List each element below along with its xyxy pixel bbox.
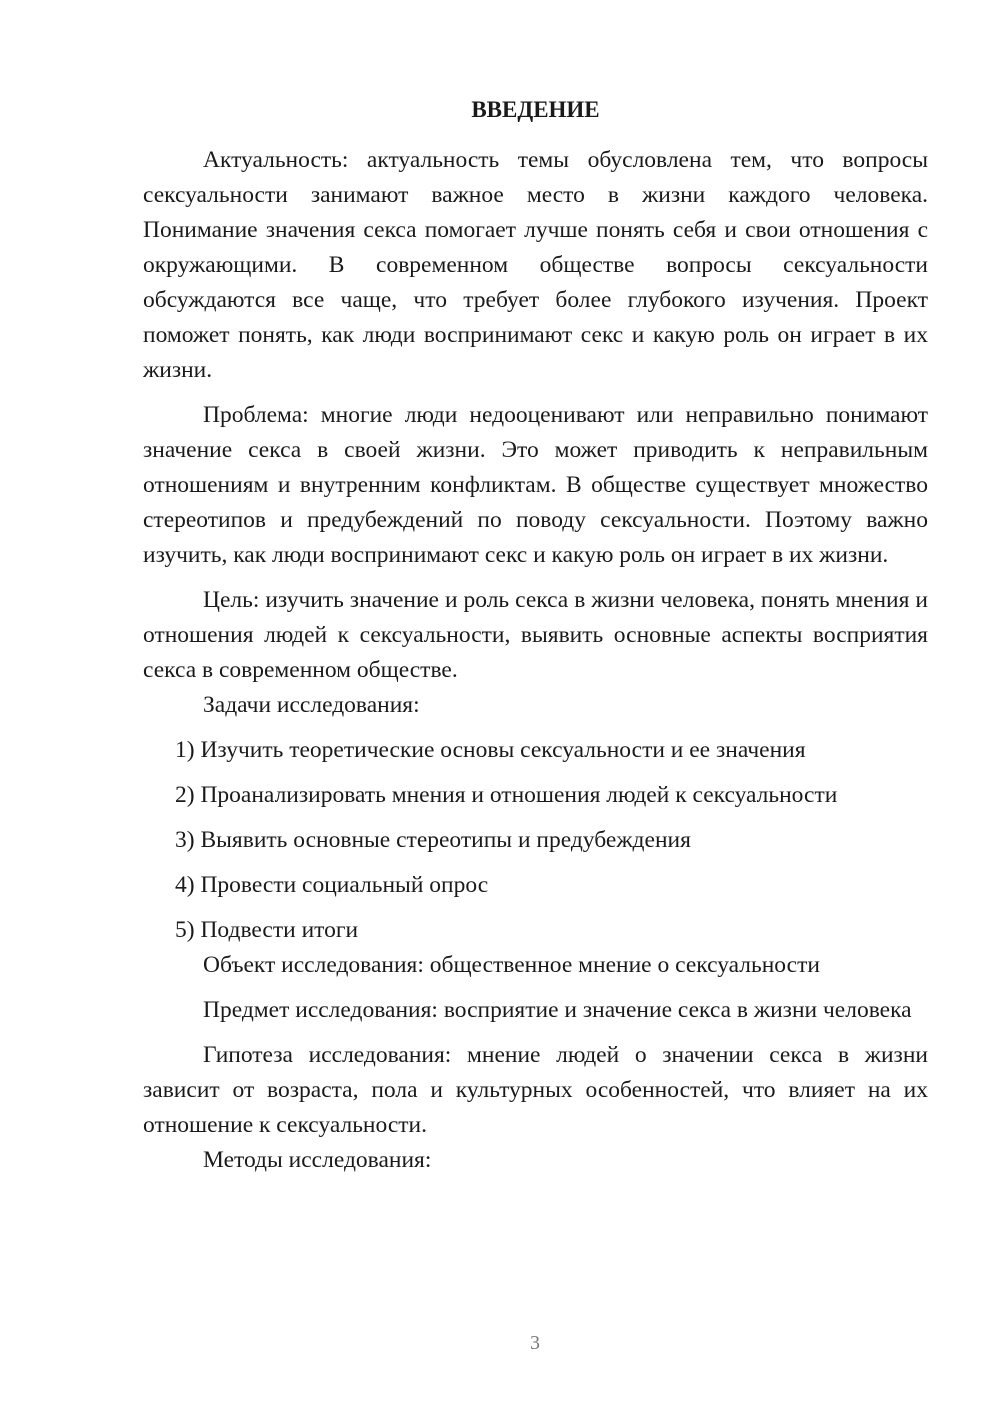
problem-paragraph: Проблема: многие люди недооценивают или неправильно понимают значение секса в своей жизни. Это может приводить к неправильным отношениям и внутренним конфликтам. В обществе существует множество стереотипов и предубеждений по поводу сексуальности. Поэтому важно изучить, как люди воспринимают секс и какую роль он играет в их жизни. <box>143 402 928 568</box>
list-item: 3) Выявить основные стереотипы и предубеждения <box>175 827 691 853</box>
list-item: 4) Провести социальный опрос <box>175 872 489 898</box>
page-number: 3 <box>530 1332 540 1354</box>
methods-heading: Методы исследования: <box>203 1147 432 1173</box>
hypothesis-paragraph: Гипотеза исследования: мнение людей о значении секса в жизни зависит от возраста, пола и культурных особенностей, что влияет на их отношение к сексуальности. <box>143 1042 928 1138</box>
tasks-list <box>143 733 928 948</box>
page-content <box>143 92 928 1178</box>
list-item: 1) Изучить теоретические основы сексуальности и ее значения <box>175 737 806 763</box>
page-title: ВВЕДЕНИЕ <box>471 97 600 122</box>
list-item: 5) Подвести итоги <box>175 917 359 943</box>
relevance-paragraph: Актуальность: актуальность темы обусловлена тем, что вопросы сексуальности занимают важное место в жизни каждого человека. Понимание значения секса помогает лучше понять себя и свои отношения с окружающими. В современном обществе вопросы сексуальности обсуждаются все чаще, что требует более глубокого изучения. Проект поможет понять, как люди воспринимают секс и какую роль он играет в их жизни. <box>143 147 928 383</box>
tasks-heading: Задачи исследования: <box>203 692 420 718</box>
list-item: 2) Проанализировать мнения и отношения людей к сексуальности <box>175 782 838 808</box>
goal-paragraph: Цель: изучить значение и роль секса в жизни человека, понять мнения и отношения людей к сексуальности, выявить основные аспекты восприятия секса в современном обществе. <box>143 587 928 683</box>
subject-paragraph: Предмет исследования: восприятие и значение секса в жизни человека <box>203 997 912 1023</box>
object-paragraph: Объект исследования: общественное мнение о сексуальности <box>203 952 820 978</box>
